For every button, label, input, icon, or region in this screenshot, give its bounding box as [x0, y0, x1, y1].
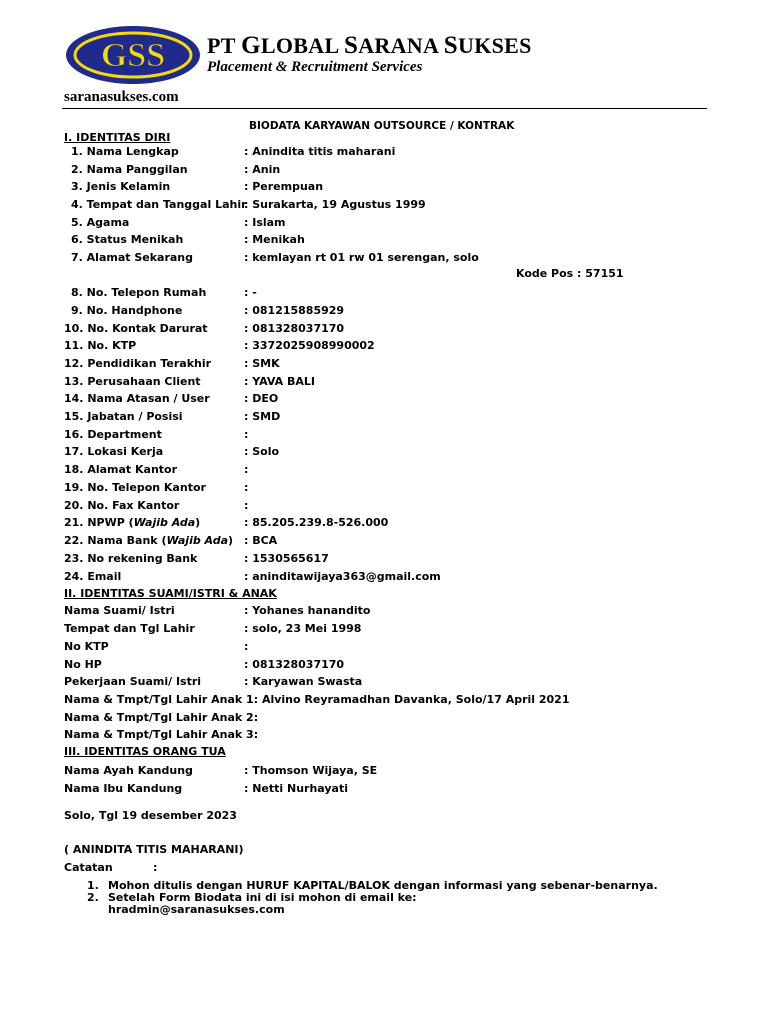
field-value: : Yohanes hanandito [244, 604, 371, 617]
field-value: : kemlayan rt 01 rw 01 serengan, solo [244, 251, 479, 264]
field-label: 7. Alamat Sekarang [71, 251, 194, 264]
child-row: Nama & Tmpt/Tgl Lahir Anak 1: Alvino Reyramadhan Davanka, Solo/17 April 2021 [64, 693, 570, 706]
field-value: : [244, 640, 249, 653]
field-label: 15. Jabatan / Posisi [64, 410, 183, 423]
field-value: : Netti Nurhayati [244, 782, 349, 795]
field-value: : 081215885929 [244, 304, 345, 317]
field-value: : Surakarta, 19 Agustus 1999 [244, 198, 426, 211]
company-tagline: Placement & Recruitment Services [207, 59, 423, 75]
field-label: Nama Ibu Kandung [64, 782, 183, 795]
field-label: Nama Ayah Kandung [64, 764, 193, 777]
company-logo [64, 24, 202, 86]
header-divider [62, 108, 707, 109]
website-link[interactable]: saranasukses.com [64, 89, 179, 105]
field-label: No KTP [64, 640, 109, 653]
field-value: : [244, 499, 249, 512]
field-label: 10. No. Kontak Darurat [64, 322, 208, 335]
field-value: : Anindita titis maharani [244, 145, 396, 158]
field-value: : 85.205.239.8-526.000 [244, 516, 389, 529]
field-label: 22. Nama Bank (Wajib Ada) [64, 534, 234, 547]
field-value: : 1530565617 [244, 552, 329, 565]
field-value: : Solo [244, 445, 280, 458]
field-value: : Karyawan Swasta [244, 675, 363, 688]
field-value: : Anin [244, 163, 281, 176]
note-text: Setelah Form Biodata ini di isi mohon di email ke: [108, 891, 417, 904]
logo-text: GSS [100, 37, 166, 74]
note-number: 1. [87, 879, 99, 892]
field-label: Nama Suami/ Istri [64, 604, 175, 617]
field-label: 4. Tempat dan Tanggal Lahir [71, 198, 247, 211]
field-label: 9. No. Handphone [71, 304, 183, 317]
catatan-label: Catatan [64, 861, 113, 874]
company-name: PT GLOBAL SARANA SUKSES [207, 32, 532, 59]
field-label: 24. Email [64, 570, 122, 583]
section-3-title: III. IDENTITAS ORANG TUA [64, 745, 226, 758]
field-value: : [244, 428, 249, 441]
field-value: : Islam [244, 216, 286, 229]
field-label: 18. Alamat Kantor [64, 463, 178, 476]
field-value: : SMK [244, 357, 280, 370]
field-label: 23. No rekening Bank [64, 552, 198, 565]
note-text: Mohon ditulis dengan HURUF KAPITAL/BALOK dengan informasi yang sebenar-benarnya. [108, 879, 658, 892]
place-date: Solo, Tgl 19 desember 2023 [64, 809, 237, 822]
field-value: : DEO [244, 392, 279, 405]
field-label: 11. No. KTP [64, 339, 137, 352]
child-row: Nama & Tmpt/Tgl Lahir Anak 2: [64, 711, 259, 724]
field-label: Tempat dan Tgl Lahir [64, 622, 195, 635]
field-label: 3. Jenis Kelamin [71, 180, 171, 193]
field-value: : 081328037170 [244, 322, 345, 335]
field-value: : BCA [244, 534, 278, 547]
field-value: : YAVA BALI [244, 375, 316, 388]
field-label: Pekerjaan Suami/ Istri [64, 675, 202, 688]
field-label: 1. Nama Lengkap [71, 145, 179, 158]
field-value: : SMD [244, 410, 281, 423]
field-value: : 081328037170 [244, 658, 345, 671]
kode-pos: Kode Pos : 57151 [516, 267, 624, 280]
field-label: 6. Status Menikah [71, 233, 184, 246]
field-value: : [244, 481, 249, 494]
signature-name: ( ANINDITA TITIS MAHARANI) [64, 843, 244, 856]
field-label: 17. Lokasi Kerja [64, 445, 164, 458]
field-label: 20. No. Fax Kantor [64, 499, 180, 512]
field-value: : [244, 463, 249, 476]
field-label: 14. Nama Atasan / User [64, 392, 210, 405]
field-label: 13. Perusahaan Client [64, 375, 201, 388]
field-value: : - [244, 286, 257, 299]
field-label: 16. Department [64, 428, 162, 441]
field-label: 5. Agama [71, 216, 130, 229]
section-1-title: I. IDENTITAS DIRI [64, 131, 171, 144]
field-value: : Thomson Wijaya, SE [244, 764, 378, 777]
child-row: Nama & Tmpt/Tgl Lahir Anak 3: [64, 728, 259, 741]
field-label: 21. NPWP (Wajib Ada) [64, 516, 201, 529]
field-label: 12. Pendidikan Terakhir [64, 357, 212, 370]
field-value: : Menikah [244, 233, 305, 246]
catatan-colon: : [153, 861, 158, 874]
note-number: 2. [87, 891, 99, 904]
field-label: 2. Nama Panggilan [71, 163, 188, 176]
field-label: No HP [64, 658, 102, 671]
section-2-title: II. IDENTITAS SUAMI/ISTRI & ANAK [64, 587, 277, 600]
field-label: 19. No. Telepon Kantor [64, 481, 206, 494]
field-label: 8. No. Telepon Rumah [71, 286, 207, 299]
hr-email[interactable]: hradmin@saranasukses.com [108, 903, 285, 916]
field-value: : solo, 23 Mei 1998 [244, 622, 362, 635]
field-value: : 3372025908990002 [244, 339, 375, 352]
field-value: : Perempuan [244, 180, 324, 193]
field-value: : aninditawijaya363@gmail.com [244, 570, 441, 583]
document-title: BIODATA KARYAWAN OUTSOURCE / KONTRAK [249, 120, 515, 132]
